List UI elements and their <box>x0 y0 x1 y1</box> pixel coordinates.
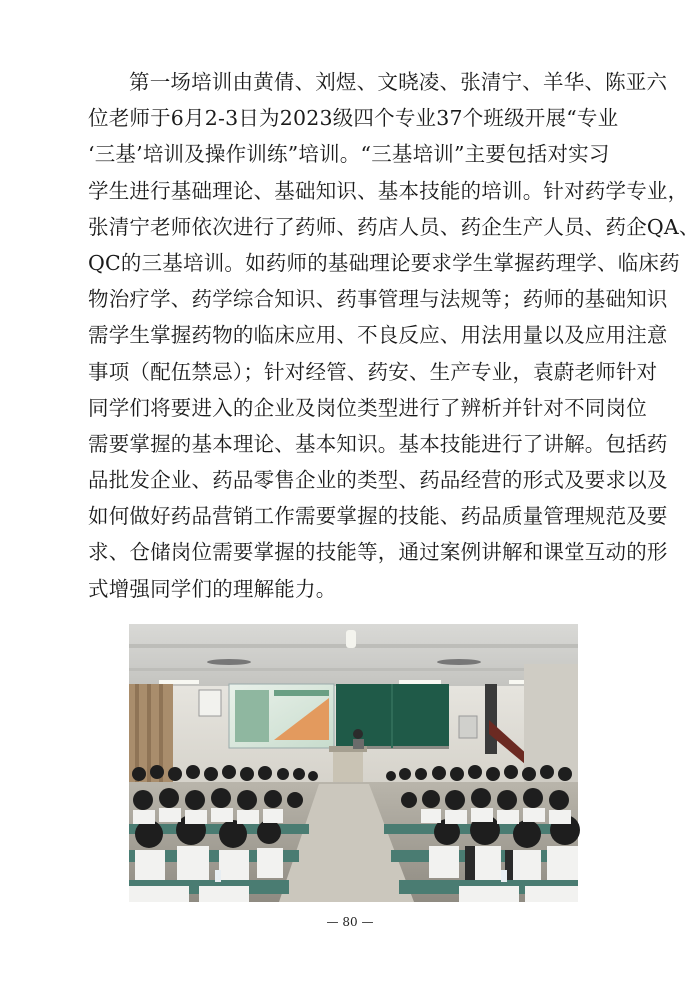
paragraph-line: 品批发企业、药品零售企业的类型、药品经营的形式及要求以及 <box>88 468 668 493</box>
paragraph-line: 学生进行基础理论、基础知识、基本技能的培训。针对药学专业， <box>88 178 689 203</box>
paragraph-line: 式增强同学们的理解能力。 <box>88 576 337 601</box>
paragraph-line: 事项（配伍禁忌）；针对经管、药安、生产专业，袁蔚老师针对 <box>88 359 658 384</box>
paragraph-line: 同学们将要进入的企业及岗位类型进行了辨析并针对不同岗位 <box>88 395 647 420</box>
paragraph-line: 物治疗学、药学综合知识、药事管理与法规等；药师的基础知识 <box>88 287 668 312</box>
paragraph-line: 第一场培训由黄倩、刘煜、文晓凌、张清宁、羊华、陈亚六 <box>129 70 668 94</box>
paragraph-line: ‘三基’培训及操作训练”培训。“三基培训”主要包括对实习 <box>88 142 610 167</box>
classroom-photo <box>129 624 578 902</box>
body-paragraph <box>88 64 700 607</box>
paragraph-line: 求、仓储岗位需要掌握的技能等，通过案例讲解和课堂互动的形 <box>88 540 668 565</box>
paragraph-line: 需要掌握的基本理论、基本知识。基本技能进行了讲解。包括药 <box>88 431 668 456</box>
classroom-illustration <box>129 624 578 902</box>
paragraph-line: 如何做好药品营销工作需要掌握的技能、药品质量管理规范及要 <box>88 504 668 529</box>
page-number: — 80 — <box>326 915 374 929</box>
paragraph-line: QC的三基培训。如药师的基础理论要求学生掌握药理学、临床药 <box>88 250 680 275</box>
paragraph-line: 需学生掌握药物的临床应用、不良反应、用法用量以及应用注意 <box>88 323 668 348</box>
paragraph-line: 位老师于6月2-3日为2023级四个专业37个班级开展“专业 <box>88 106 619 131</box>
paragraph-line: 张清宁老师依次进行了药师、药店人员、药企生产人员、药企QA、 <box>88 214 700 239</box>
